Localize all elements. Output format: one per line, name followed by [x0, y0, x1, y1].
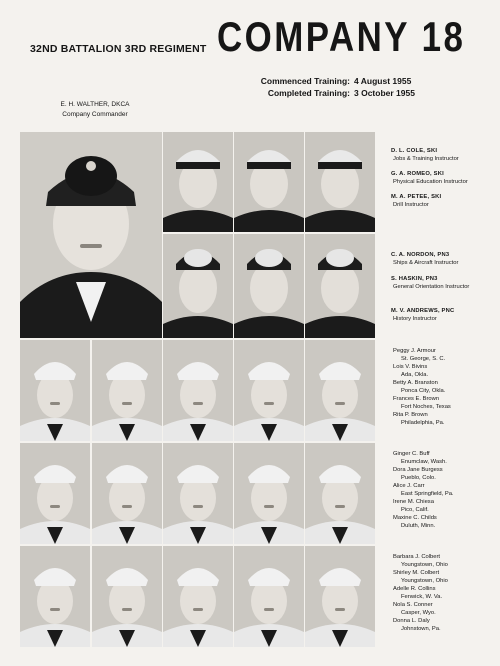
recruit-photo: [20, 546, 90, 647]
commenced-date: 4 August 1955: [354, 76, 412, 86]
recruit-list-2: Ginger C. Buff Enumclaw, Wash. Dora Jane Burgess Pueblo, Colo. Alice J. Carr East Springfield, Pa. Irene M. Chiesa Pico, Calif. Maxine C. Childs Duluth, Minn.: [393, 451, 454, 529]
recruit-photo: [92, 443, 162, 544]
recruit-photo: [92, 340, 162, 441]
instructor-caption-3: M. A. PETEE, SKI Drill Instructor: [391, 194, 442, 208]
instructor-photo-romeo: [234, 132, 304, 232]
recruit-photo: [305, 443, 375, 544]
recruit-photo: [234, 546, 304, 647]
commander-role: Company Commander: [62, 111, 128, 118]
instructor-caption-2: G. A. ROMEO, SKI Physical Education Instructor: [391, 171, 468, 185]
instructor-photo-nordon: [163, 234, 233, 338]
instructor-photo-cole: [163, 132, 233, 232]
company-title: COMPANY 18: [217, 13, 466, 60]
instructor-photo-petee: [305, 132, 375, 232]
instructor-caption-6: M. V. ANDREWS, PNC History Instructor: [391, 308, 455, 322]
instructor-photo-andrews: [305, 234, 375, 338]
recruit-photo: [234, 443, 304, 544]
completed-label: Completed Training:: [267, 88, 350, 98]
recruit-photo: [163, 546, 233, 647]
instructor-caption-5: S. HASKIN, PN3 General Orientation Instructor: [391, 276, 470, 290]
recruit-photo: [305, 546, 375, 647]
commander-portrait: [20, 132, 162, 338]
recruit-photo: [163, 443, 233, 544]
recruit-list-1: Peggy J. Armour St. George, S. C. Lois V. Bivins Ada, Okla. Betty A. Branston Ponca City, Okla. Frances E. Brown Fort Noches, Texas Rita P. Brown Philadelphia, Pa.: [393, 348, 451, 426]
recruit-photo: [305, 340, 375, 441]
commander-caption: [30, 100, 160, 120]
instructor-caption-1: D. L. COLE, SKI Jobs & Training Instructor: [391, 148, 459, 162]
commander-name: E. H. WALTHER, DKCA: [60, 101, 130, 108]
recruit-photo: [92, 546, 162, 647]
completed-date: 3 October 1955: [354, 88, 415, 98]
recruit-photo: [20, 340, 90, 441]
training-dates: [250, 75, 415, 99]
commenced-label: Commenced Training:: [260, 76, 350, 86]
battalion-regiment-label: 32ND BATTALION 3RD REGIMENT: [30, 43, 207, 55]
recruit-photo: [20, 443, 90, 544]
instructor-caption-4: C. A. NORDON, PN3 Ships & Aircraft Instructor: [391, 252, 459, 266]
recruit-photo: [234, 340, 304, 441]
recruit-photo: [163, 340, 233, 441]
recruit-list-3: Barbara J. Colbert Youngstown, Ohio Shirley M. Colbert Youngstown, Ohio Adelle R. Collins Fenwick, W. Va. Nola S. Conner Casper, Wyo. Donna L. Daly Johnstown, Pa.: [393, 554, 448, 632]
instructor-photo-haskin: [234, 234, 304, 338]
